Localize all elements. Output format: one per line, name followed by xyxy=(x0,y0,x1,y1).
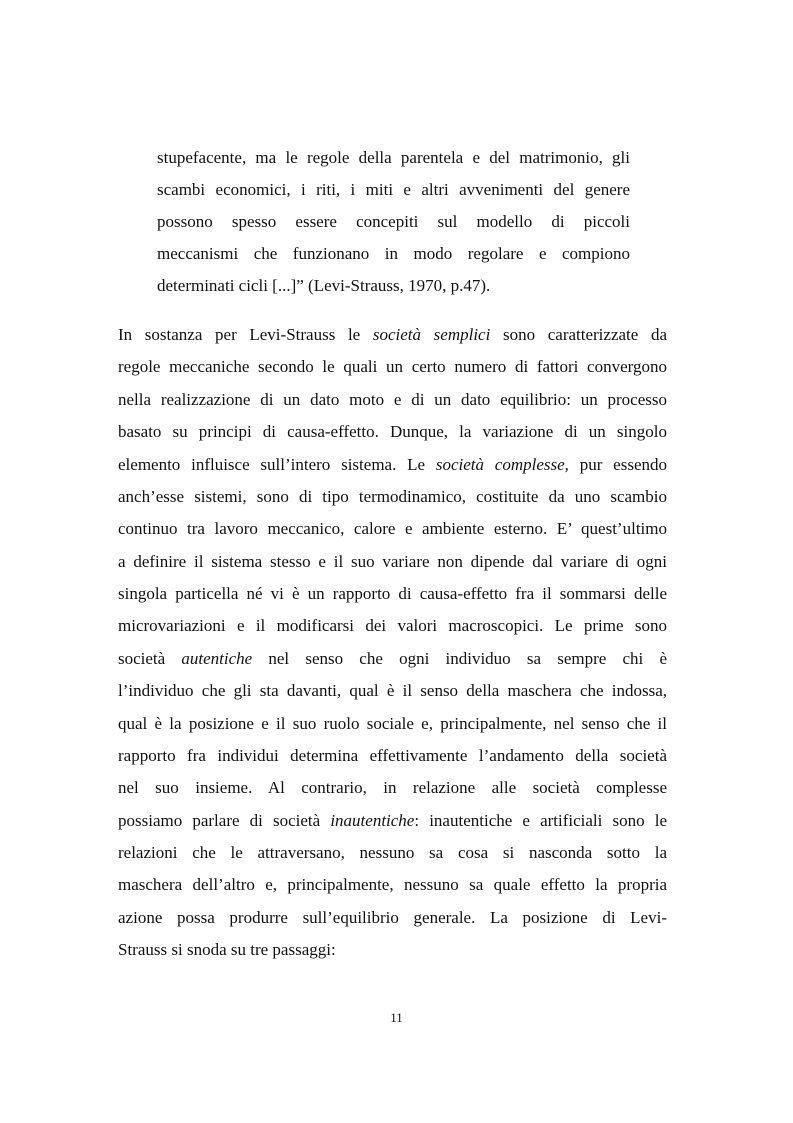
emphasis-text: società semplici xyxy=(372,325,491,344)
paragraph-line: maschera dell’altro e, principalmente, nessuno sa quale effetto la propria xyxy=(118,875,667,894)
paragraph-line: rapporto fra individui determina effettivamente l’andamento della società xyxy=(118,746,667,765)
paragraph-line xyxy=(118,324,667,346)
paragraph-line: anch’esse sistemi, sono di tipo termodinamico, costituite da uno scambio xyxy=(118,487,667,506)
paragraph-line: nella realizzazione di un dato moto e di un dato equilibrio: un processo xyxy=(118,390,667,409)
paragraph-line xyxy=(118,810,667,832)
paragraph-line: basato su principi di causa-effetto. Dunque, la variazione di un singolo xyxy=(118,422,667,441)
quote-line: stupefacente, ma le regole della parentela e del matrimonio, gli xyxy=(157,148,630,167)
quote-line: determinati cicli [...]” (Levi-Strauss, 1970, p.47). xyxy=(157,276,491,295)
paragraph-line: relazioni che le attraversano, nessuno sa cosa si nasconda sotto la xyxy=(118,843,667,862)
text-run: società xyxy=(118,649,182,668)
text-run: pur essendo xyxy=(568,455,668,474)
paragraph-line: regole meccaniche secondo le quali un certo numero di fattori convergono xyxy=(118,357,667,376)
paragraph-line: microvariazioni e il modificarsi dei valori macroscopici. Le prime sono xyxy=(118,616,667,635)
emphasis-text: società complesse, xyxy=(435,455,569,474)
text-run: nel senso che ogni individuo sa sempre chi è xyxy=(252,649,667,668)
paragraph-line: continuo tra lavoro meccanico, calore e ambiente esterno. E’ quest’ultimo xyxy=(118,519,667,538)
paragraph-line: l’individuo che gli sta davanti, qual è il senso della maschera che indossa, xyxy=(118,681,667,700)
text-run: possiamo parlare di società xyxy=(118,811,331,830)
paragraph-line: azione possa produrre sull’equilibrio generale. La posizione di Levi- xyxy=(118,908,667,927)
text-run: sono caratterizzate da xyxy=(490,325,667,344)
text-run: : inautentiche e artificiali sono le xyxy=(414,811,668,830)
paragraph-line: qual è la posizione e il suo ruolo sociale e, principalmente, nel senso che il xyxy=(118,714,667,733)
page-number: 11 xyxy=(390,1010,403,1025)
text-run: elemento influisce sull’intero sistema. Le xyxy=(118,455,436,474)
paragraph-line: a definire il sistema stesso e il suo variare non dipende dal variare di ogni xyxy=(118,552,667,571)
text-run: In sostanza per Levi-Strauss le xyxy=(118,325,373,344)
paragraph-line: nel suo insieme. Al contrario, in relazione alle società complesse xyxy=(118,778,667,797)
paragraph-line xyxy=(118,454,667,476)
quote-line: meccanismi che funzionano in modo regolare e compiono xyxy=(157,244,630,263)
quote-line: scambi economici, i riti, i miti e altri avvenimenti del genere xyxy=(157,180,630,199)
paragraph-line: Strauss si snoda su tre passaggi: xyxy=(118,940,336,959)
quote-line: possono spesso essere concepiti sul modello di piccoli xyxy=(157,212,630,231)
paragraph-line: singola particella né vi è un rapporto di causa-effetto fra il sommarsi delle xyxy=(118,584,667,603)
emphasis-text: autentiche xyxy=(181,649,253,668)
paragraph-line xyxy=(118,648,667,670)
emphasis-text: inautentiche xyxy=(330,811,415,830)
